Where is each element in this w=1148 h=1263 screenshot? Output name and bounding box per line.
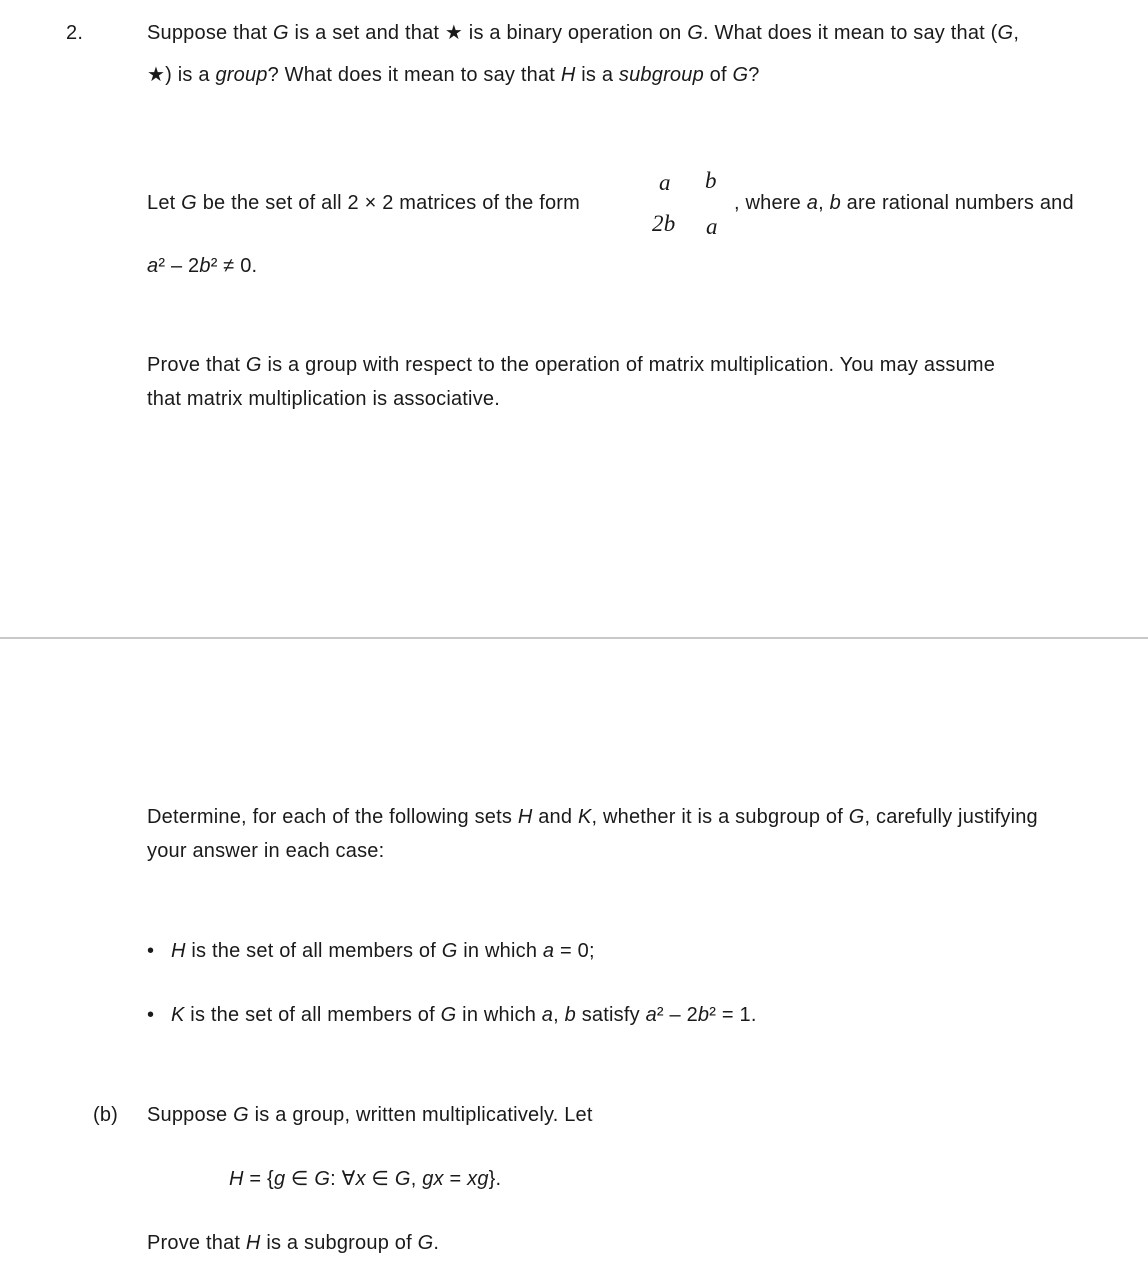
q3-line2: that matrix multiplication is associative. — [147, 388, 500, 410]
bullet-k: K is the set of all members of G in which a, b satisfy a² – 2b² = 1. — [171, 1004, 757, 1026]
q2-after-matrix: , where a, b are rational numbers and — [734, 192, 1074, 214]
matrix-a11: a — [659, 170, 671, 195]
q2-line2: a² – 2b² ≠ 0. — [147, 255, 258, 277]
q4-line2: your answer in each case: — [147, 840, 385, 862]
page-divider — [0, 637, 1148, 639]
matrix-a21: 2b — [652, 211, 676, 236]
bullet-icon: • — [147, 940, 155, 962]
bullet-h: H is the set of all members of G in which a = 0; — [171, 940, 595, 962]
q3-line1: Prove that G is a group with respect to the operation of matrix multiplication. You may assume — [147, 354, 996, 376]
q4-line1: Determine, for each of the following sets H and K, whether it is a subgroup of G, carefully justifying — [147, 806, 1038, 828]
q2-line1: Let G be the set of all 2 × 2 matrices of the form — [147, 192, 581, 214]
matrix-a12: b — [705, 168, 717, 193]
bullet-icon: • — [147, 1004, 155, 1026]
matrix-a22: a — [706, 214, 718, 239]
q1-line1: Suppose that G is a set and that ★ is a binary operation on G. What does it mean to say that (G, — [147, 22, 1020, 44]
part-b-last: Prove that H is a subgroup of G. — [147, 1232, 440, 1254]
part-b-label: (b) — [93, 1104, 119, 1126]
question-number: 2. — [66, 22, 84, 44]
q1-line2: ★) is a group? What does it mean to say that H is a subgroup of G? — [147, 64, 760, 86]
part-b-definition: H = {g ∈ G: ∀x ∈ G, gx = xg}. — [229, 1168, 502, 1190]
part-b-line1: Suppose G is a group, written multiplicatively. Let — [147, 1104, 593, 1126]
